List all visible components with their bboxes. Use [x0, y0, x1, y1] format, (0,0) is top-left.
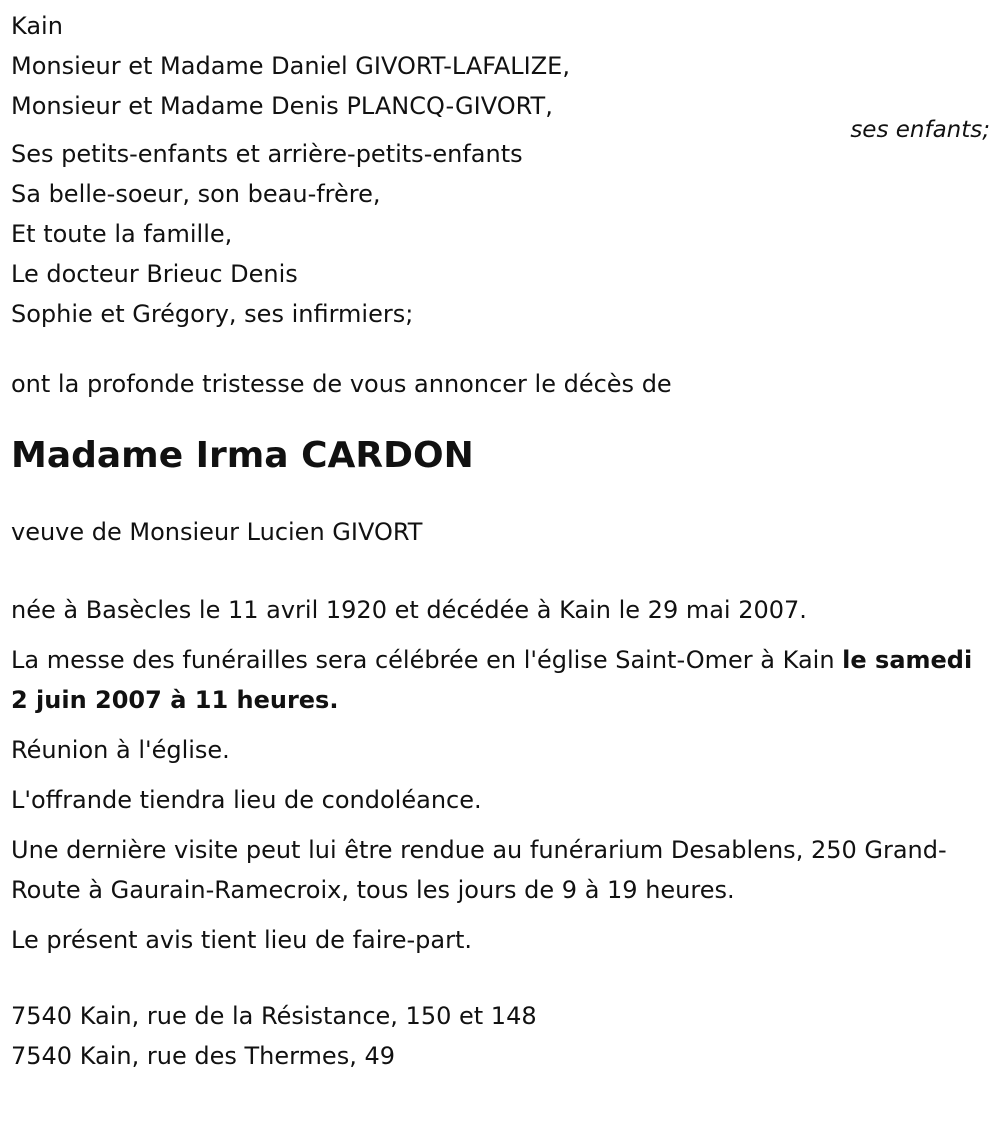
address-line: 7540 Kain, rue de la Résistance, 150 et 148	[11, 1002, 537, 1030]
family-block	[11, 134, 991, 334]
deceased-name: Madame Irma CARDON	[11, 435, 474, 476]
header-block	[11, 6, 991, 126]
obituary-notice	[11, 6, 991, 1076]
details-block	[11, 590, 991, 960]
notice-text: Le présent avis tient lieu de faire-part.	[11, 926, 473, 954]
family-line-whole-family: Et toute la famille,	[11, 220, 233, 248]
family-line-in-laws: Sa belle-soeur, son beau-frère,	[11, 180, 381, 208]
funeral-paragraph	[11, 640, 991, 720]
family-line-doctor: Le docteur Brieuc Denis	[11, 260, 298, 288]
widow-of-text: veuve de Monsieur Lucien GIVORT	[11, 518, 423, 546]
address-line: 7540 Kain, rue des Thermes, 49	[11, 1042, 395, 1070]
family-line-nurses: Sophie et Grégory, ses infirmiers;	[11, 300, 414, 328]
meeting-text: Réunion à l'église.	[11, 736, 230, 764]
header-line-place: Kain	[11, 12, 63, 40]
visit-text: Une dernière visite peut lui être rendue au funérarium Desablens, 250 Grand-Route à Gaurain-Ramecroix, tous les jours de 9 à 19 heures.	[11, 836, 947, 904]
family-line-grandchildren: Ses petits-enfants et arrière-petits-enfants	[11, 140, 523, 168]
funeral-text: La messe des funérailles sera célébrée en l'église Saint-Omer à Kain	[11, 646, 843, 674]
offering-text: L'offrande tiendra lieu de condoléance.	[11, 786, 482, 814]
birth-death-text: née à Basècles le 11 avril 1920 et décédée à Kain le 29 mai 2007.	[11, 596, 807, 624]
addresses-block	[11, 996, 991, 1076]
funeral-date: le samedi 2 juin 2007 à 11 heures.	[11, 646, 973, 714]
header-line-children-1: Monsieur et Madame Daniel GIVORT-LAFALIZE,	[11, 52, 570, 80]
children-note: ses enfants;	[850, 117, 990, 143]
header-line-children-2: Monsieur et Madame Denis PLANCQ-GIVORT,	[11, 92, 553, 120]
announcement-text: ont la profonde tristesse de vous annoncer le décès de	[11, 370, 672, 398]
